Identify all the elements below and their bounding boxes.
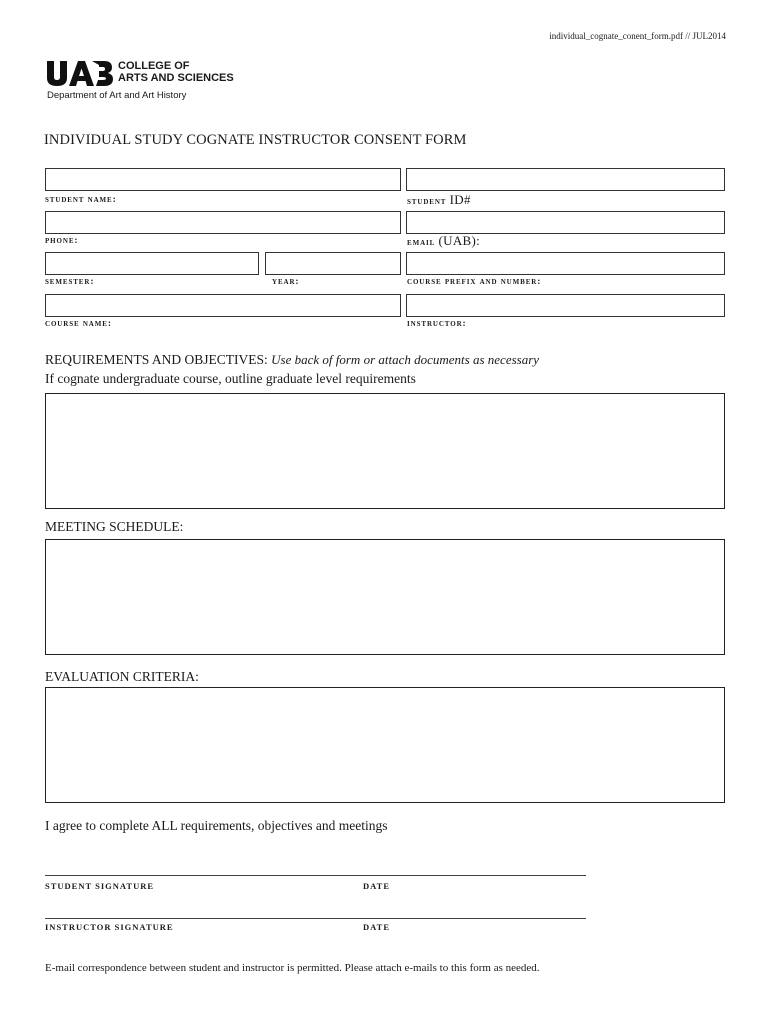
email-label-suffix: (UAB):: [438, 233, 481, 248]
college-line-2: ARTS AND SCIENCES: [118, 72, 234, 84]
course-prefix-field[interactable]: [406, 252, 725, 275]
student-date-label: DATE: [363, 881, 390, 891]
college-name: [118, 60, 234, 84]
requirements-subtext: If cognate undergraduate course, outline graduate level requirements: [45, 371, 416, 386]
year-field[interactable]: [265, 252, 401, 275]
email-label: [407, 233, 480, 249]
agreement-statement: I agree to complete ALL requirements, objectives and meetings: [45, 818, 388, 833]
student-signature-line[interactable]: [45, 875, 586, 876]
instructor-label: instructor:: [407, 319, 467, 329]
department-name: Department of Art and Art History: [47, 90, 187, 101]
meeting-schedule-textarea[interactable]: [45, 539, 725, 655]
requirements-heading-line: [45, 352, 539, 368]
semester-field[interactable]: [45, 252, 259, 275]
instructor-date-label: DATE: [363, 922, 390, 932]
year-label: year:: [272, 277, 300, 287]
student-id-field[interactable]: [406, 168, 725, 191]
student-id-label-prefix: student: [407, 197, 447, 207]
evaluation-criteria-heading: EVALUATION CRITERIA:: [45, 669, 199, 684]
uab-logo-mark: [47, 61, 113, 86]
file-reference: individual_cognate_conent_form.pdf // JUL2014: [549, 31, 726, 41]
phone-field[interactable]: [45, 211, 401, 234]
student-name-label: student name:: [45, 195, 117, 205]
form-title: INDIVIDUAL STUDY COGNATE INSTRUCTOR CONSENT FORM: [44, 132, 467, 148]
college-line-1: COLLEGE OF: [118, 60, 190, 72]
student-name-field[interactable]: [45, 168, 401, 191]
student-signature-label: STUDENT SIGNATURE: [45, 881, 155, 891]
email-label-prefix: email: [407, 238, 436, 248]
evaluation-criteria-textarea[interactable]: [45, 687, 725, 803]
phone-label: phone:: [45, 236, 79, 246]
semester-label: semester:: [45, 277, 95, 287]
student-id-label-suffix: ID#: [449, 192, 471, 207]
instructor-signature-line[interactable]: [45, 918, 586, 919]
footer-note: E-mail correspondence between student and instructor is permitted. Please attach e-mails to this form as needed.: [45, 962, 540, 974]
instructor-signature-label: INSTRUCTOR SIGNATURE: [45, 922, 174, 932]
course-name-field[interactable]: [45, 294, 401, 317]
email-field[interactable]: [406, 211, 725, 234]
course-name-label: course name:: [45, 319, 112, 329]
meeting-schedule-heading: MEETING SCHEDULE:: [45, 519, 184, 534]
requirements-note: Use back of form or attach documents as necessary: [271, 352, 540, 367]
requirements-heading: REQUIREMENTS AND OBJECTIVES:: [45, 352, 268, 367]
instructor-field[interactable]: [406, 294, 725, 317]
requirements-textarea[interactable]: [45, 393, 725, 509]
course-prefix-label: course prefix and number:: [407, 277, 542, 287]
student-id-label: [407, 192, 471, 208]
